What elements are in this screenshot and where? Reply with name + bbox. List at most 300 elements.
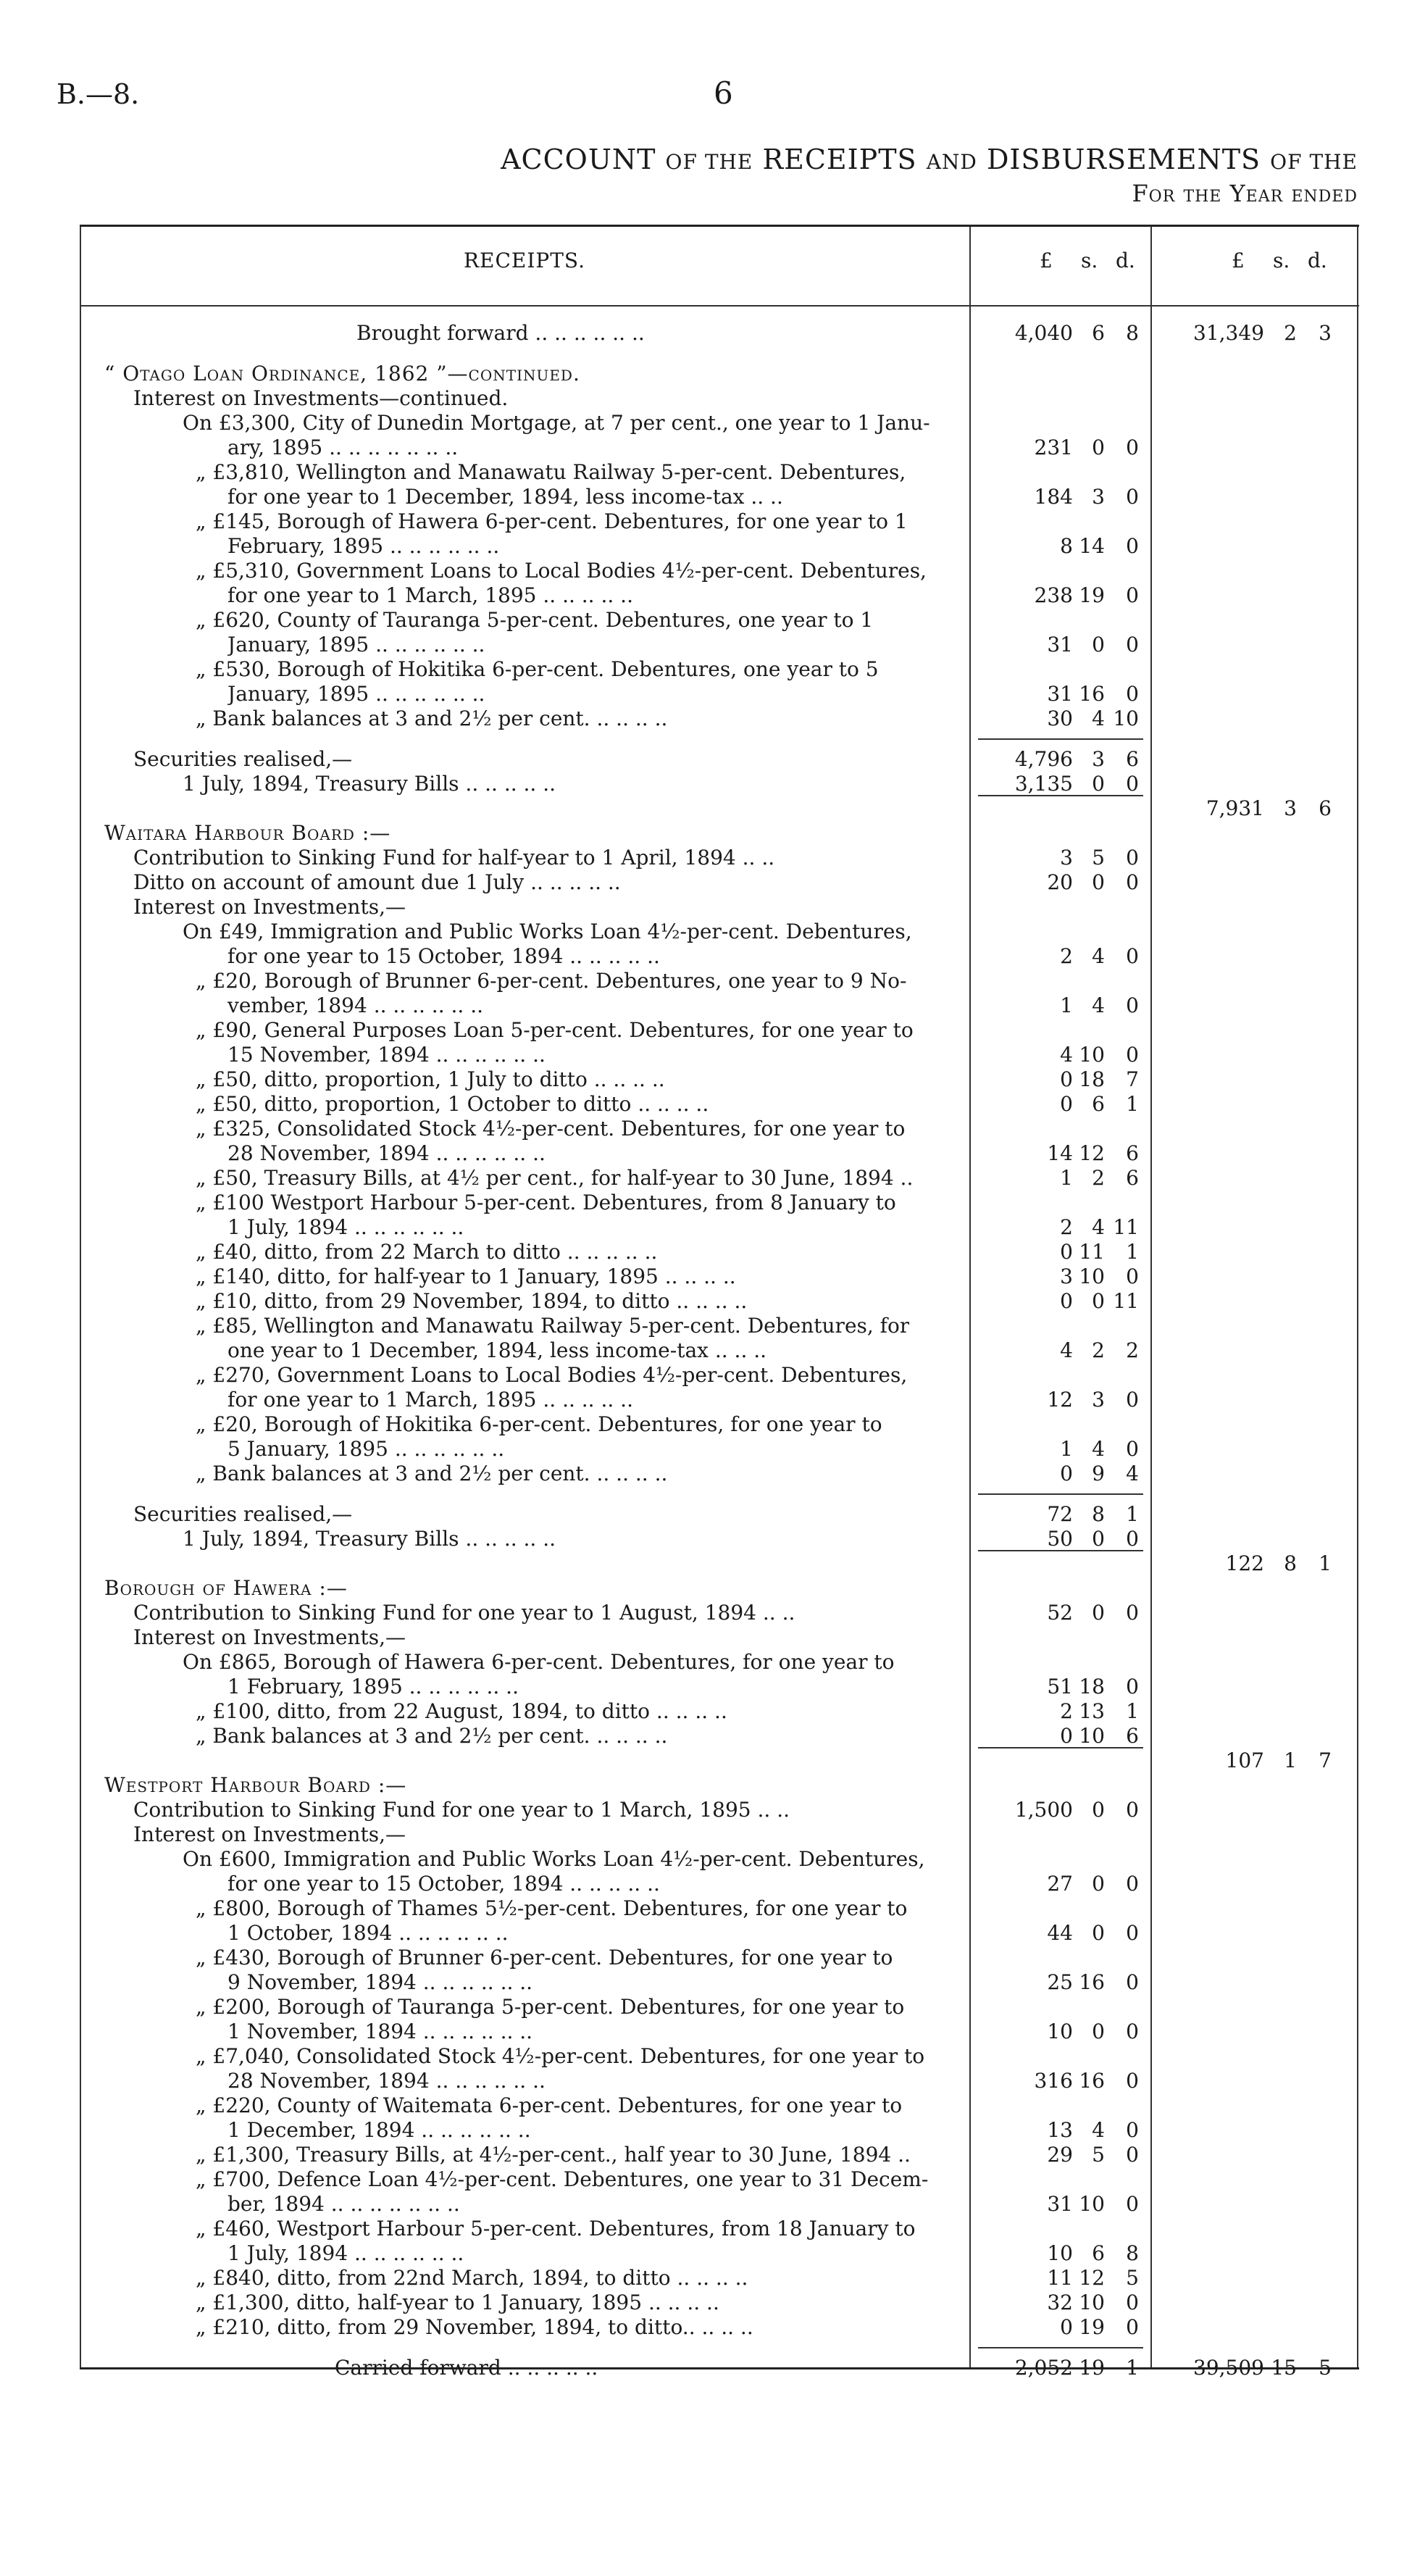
ledger-row <box>80 1363 1359 1388</box>
amount-cell: 8 <box>1126 2241 1139 2265</box>
ledger-row <box>80 386 1359 411</box>
title-part: RECEIPTS <box>762 143 917 175</box>
total-cell: 7,931 <box>1206 796 1264 820</box>
amount-cell: 2 <box>1060 944 1073 968</box>
amount-cell: 10 <box>1047 2241 1073 2265</box>
amount-cell: 4 <box>1092 706 1105 730</box>
ledger-row <box>80 2069 1359 2093</box>
row-label: 1 February, 1895 .. .. .. .. .. .. <box>227 1675 519 1698</box>
row-label: „ £7,040, Consolidated Stock 4½-per-cent. Debentures, for one year to <box>196 2044 925 2068</box>
total-cell: 15 <box>1271 2356 1297 2380</box>
row-label: „ £700, Defence Loan 4½-per-cent. Debentures, one year to 31 Decem- <box>196 2167 929 2191</box>
amount-cell: 1 <box>1126 1502 1139 1526</box>
ledger-row <box>80 1921 1359 1946</box>
report-reference: B.—8. <box>57 78 140 110</box>
amount-cell: 4 <box>1060 1043 1073 1067</box>
amount-cell: 2 <box>1060 1215 1073 1239</box>
ledger-row <box>80 1117 1359 1141</box>
row-label: 5 January, 1895 .. .. .. .. .. .. <box>227 1437 505 1461</box>
amount-cell: 0 <box>1126 1437 1139 1461</box>
row-label: „ £430, Borough of Brunner 6-per-cent. Debentures, for one year to <box>196 1946 893 1969</box>
amount-cell: 4 <box>1126 1462 1139 1485</box>
amount-cell: 19 <box>1079 583 1105 607</box>
amount-cell: 5 <box>1126 2266 1139 2290</box>
amount-cell: 0 <box>1126 870 1139 894</box>
row-label: January, 1895 .. .. .. .. .. .. <box>227 682 485 706</box>
amount-cell: 316 <box>1034 2069 1073 2093</box>
amount-cell: 4 <box>1092 1215 1105 1239</box>
amount-cell: 32 <box>1047 2291 1073 2314</box>
row-spacer <box>80 2340 1359 2356</box>
amount-cell: 0 <box>1126 485 1139 509</box>
row-label: „ £100, ditto, from 22 August, 1894, to ditto .. .. .. .. <box>196 1699 727 1723</box>
amount-cell: 6 <box>1126 747 1139 771</box>
row-label: ary, 1895 .. .. .. .. .. .. .. <box>227 435 459 459</box>
ledger-row <box>80 2019 1359 2044</box>
row-label: Ditto on account of amount due 1 July .. .. .. .. .. <box>133 870 621 894</box>
row-label: for one year to 1 December, 1894, less income-tax .. .. <box>227 485 783 509</box>
ledger-row <box>80 657 1359 682</box>
row-label: Westport Harbour Board :— <box>104 1773 407 1797</box>
amount-cell: 5 <box>1092 2143 1105 2167</box>
shilling-header: s. <box>1273 249 1290 272</box>
ledger-row <box>80 1675 1359 1699</box>
row-label: On £600, Immigration and Public Works Loan 4½-per-cent. Debentures, <box>183 1847 925 1871</box>
amount-cell: 0 <box>1060 1067 1073 1091</box>
row-label: 1 October, 1894 .. .. .. .. .. .. <box>227 1921 509 1945</box>
amount-cell: 0 <box>1126 1043 1139 1067</box>
row-label: „ £5,310, Government Loans to Local Bodies 4½-per-cent. Debentures, <box>196 559 927 583</box>
row-label: „ £90, General Purposes Loan 5-per-cent. Debentures, for one year to <box>196 1018 914 1042</box>
row-label: Securities realised,— <box>133 1502 353 1526</box>
ledger-row <box>80 796 1359 821</box>
amount-cell: 3 <box>1092 747 1105 771</box>
amount-cell: 0 <box>1126 1872 1139 1896</box>
ledger-row <box>80 2266 1359 2291</box>
ledger-row <box>80 772 1359 796</box>
amount-cell: 10 <box>1079 1724 1105 1748</box>
amount-cell: 8 <box>1060 534 1073 558</box>
title-part: AND <box>926 150 977 174</box>
row-label: Interest on Investments—continued. <box>133 386 509 410</box>
amount-cell: 2,052 <box>1014 2356 1073 2380</box>
pound-header: £ <box>1040 249 1053 272</box>
amount-cell: 0 <box>1126 2192 1139 2216</box>
total-cell: 31,349 <box>1193 321 1264 345</box>
ledger-row <box>80 362 1359 386</box>
amount-cell: 3 <box>1092 1388 1105 1412</box>
amount-cell: 3 <box>1060 1264 1073 1288</box>
ledger-row <box>80 1551 1359 1576</box>
amount-cell: 0 <box>1126 772 1139 796</box>
ledger-row <box>80 2044 1359 2069</box>
amount-cell: 0 <box>1126 435 1139 459</box>
page-title <box>501 143 1358 175</box>
ledger-row <box>80 608 1359 633</box>
ledger-row <box>80 1773 1359 1798</box>
ledger-row <box>80 1092 1359 1117</box>
amount-cell: 6 <box>1126 1141 1139 1165</box>
amount-cell: 0 <box>1126 1388 1139 1412</box>
row-label: 1 July, 1894, Treasury Bills .. .. .. .. .. <box>183 772 556 796</box>
amount-cell: 0 <box>1060 1462 1073 1485</box>
amount-cell: 0 <box>1126 2291 1139 2314</box>
ledger-row <box>80 993 1359 1018</box>
row-label: „ £145, Borough of Hawera 6-per-cent. Debentures, for one year to 1 <box>196 509 908 533</box>
row-label: for one year to 15 October, 1894 .. .. .. .. .. <box>227 1872 660 1896</box>
amount-cell: 18 <box>1079 1067 1105 1091</box>
ledger-row <box>80 1798 1359 1822</box>
ledger-row <box>80 870 1359 895</box>
ledger-row <box>80 583 1359 608</box>
amount-cell: 3,135 <box>1014 772 1073 796</box>
title-part: DISBURSEMENTS <box>986 143 1261 175</box>
ledger-row <box>80 1699 1359 1724</box>
amount-cell: 8 <box>1092 1502 1105 1526</box>
ledger-row <box>80 1437 1359 1462</box>
row-label: Interest on Investments,— <box>133 1822 406 1846</box>
amount-cell: 29 <box>1047 2143 1073 2167</box>
row-label: 1 July, 1894, Treasury Bills .. .. .. .. .. <box>183 1527 556 1551</box>
pence-header: d. <box>1308 249 1327 272</box>
ledger-row <box>80 1946 1359 1970</box>
ledger-row <box>80 2118 1359 2143</box>
amount-cell: 30 <box>1047 706 1073 730</box>
amount-cell: 6 <box>1092 1092 1105 1116</box>
ledger-row <box>80 509 1359 534</box>
ledger-row <box>80 2356 1359 2380</box>
ledger-row <box>80 1748 1359 1773</box>
row-label: „ £1,300, ditto, half-year to 1 January, 1895 .. .. .. .. <box>196 2291 719 2314</box>
ledger-row <box>80 706 1359 731</box>
subtotal-rule <box>978 2347 1143 2348</box>
row-label: „ £20, Borough of Brunner 6-per-cent. Debentures, one year to 9 No- <box>196 969 907 993</box>
title-part: OF THE <box>1270 150 1358 174</box>
row-label: „ £3,810, Wellington and Manawatu Railway 5-per-cent. Debentures, <box>196 460 906 484</box>
amount-cell: 10 <box>1079 2291 1105 2314</box>
row-label: 1 July, 1894 .. .. .. .. .. .. <box>227 1215 464 1239</box>
amount-cell: 50 <box>1047 1527 1073 1551</box>
ledger-row <box>80 1527 1359 1551</box>
ledger-row <box>80 1338 1359 1363</box>
pence-header: d. <box>1116 249 1135 272</box>
amount-cell: 0 <box>1092 1601 1105 1625</box>
ledger-row <box>80 321 1359 346</box>
amount-cell: 10 <box>1079 1043 1105 1067</box>
row-label: Carried forward .. .. .. .. .. <box>335 2356 598 2380</box>
row-label: 1 July, 1894 .. .. .. .. .. .. <box>227 2241 464 2265</box>
receipts-column-header: RECEIPTS. <box>463 249 586 272</box>
amount-cell: 10 <box>1079 2192 1105 2216</box>
subtotal-rule <box>978 1493 1143 1495</box>
amount-cell: 0 <box>1092 772 1105 796</box>
ledger-row <box>80 1412 1359 1437</box>
row-label: 28 November, 1894 .. .. .. .. .. .. <box>227 1141 546 1165</box>
amount-cell: 0 <box>1126 1921 1139 1945</box>
amount-cell: 31 <box>1047 633 1073 656</box>
ledger-row <box>80 1502 1359 1527</box>
amount-cell: 231 <box>1034 435 1073 459</box>
amount-cell: 0 <box>1126 534 1139 558</box>
amount-cell: 4 <box>1092 1437 1105 1461</box>
row-label: On £865, Borough of Hawera 6-per-cent. Debentures, for one year to <box>183 1650 895 1674</box>
amount-cell: 4 <box>1092 993 1105 1017</box>
row-label: Borough of Hawera :— <box>104 1576 348 1600</box>
page-subtitle: For the Year ended <box>1132 180 1358 207</box>
row-label: 15 November, 1894 .. .. .. .. .. .. <box>227 1043 546 1067</box>
total-cell: 1 <box>1284 1748 1297 1772</box>
amount-cell: 4 <box>1092 944 1105 968</box>
ledger-row <box>80 1215 1359 1240</box>
row-label: „ £200, Borough of Tauranga 5-per-cent. Debentures, for one year to <box>196 1995 905 2019</box>
amount-cell: 184 <box>1034 485 1073 509</box>
amount-cell: 13 <box>1047 2118 1073 2142</box>
row-label: Waitara Harbour Board :— <box>104 821 391 845</box>
amount-cell: 4 <box>1092 2118 1105 2142</box>
amount-cell: 0 <box>1126 1601 1139 1625</box>
row-spacer <box>80 346 1359 362</box>
row-label: Contribution to Sinking Fund for half-year to 1 April, 1894 .. .. <box>133 846 775 870</box>
ledger-row <box>80 460 1359 485</box>
amount-cell: 72 <box>1047 1502 1073 1526</box>
ledger-row <box>80 1240 1359 1264</box>
amount-cell: 1 <box>1126 1092 1139 1116</box>
amount-cell: 0 <box>1092 1872 1105 1896</box>
amount-cell: 1 <box>1060 1437 1073 1461</box>
total-cell: 2 <box>1284 321 1297 345</box>
amount-cell: 238 <box>1034 583 1073 607</box>
amount-cell: 6 <box>1126 1166 1139 1190</box>
ledger-row <box>80 1601 1359 1625</box>
amount-cell: 12 <box>1079 2266 1105 2290</box>
amount-cell: 0 <box>1092 435 1105 459</box>
row-label: „ £100 Westport Harbour 5-per-cent. Debentures, from 8 January to <box>196 1191 896 1214</box>
ledger-row <box>80 559 1359 583</box>
ledger-row <box>80 944 1359 969</box>
amount-cell: 3 <box>1092 485 1105 509</box>
row-label: „ £10, ditto, from 29 November, 1894, to ditto .. .. .. .. <box>196 1289 748 1313</box>
amount-cell: 0 <box>1092 870 1105 894</box>
amount-cell: 0 <box>1126 2069 1139 2093</box>
amount-cell: 2 <box>1126 1338 1139 1362</box>
amount-cell: 0 <box>1060 1289 1073 1313</box>
ledger-row <box>80 1872 1359 1896</box>
total-cell: 8 <box>1284 1551 1297 1575</box>
amount-cell: 8 <box>1126 321 1139 345</box>
row-label: „ £270, Government Loans to Local Bodies 4½-per-cent. Debentures, <box>196 1363 908 1387</box>
row-label: „ £530, Borough of Hokitika 6-per-cent. Debentures, one year to 5 <box>196 657 879 681</box>
title-part: OF THE <box>665 150 753 174</box>
row-label: On £49, Immigration and Public Works Loan 4½-per-cent. Debentures, <box>183 920 912 943</box>
subtotal-rule <box>978 738 1143 740</box>
amount-cell: 10 <box>1079 1264 1105 1288</box>
amount-cell: 0 <box>1092 1289 1105 1313</box>
amount-cell: 2 <box>1060 1699 1073 1723</box>
ledger-row <box>80 1067 1359 1092</box>
total-cell: 3 <box>1319 321 1332 345</box>
amount-cell: 4 <box>1060 1338 1073 1362</box>
row-spacer <box>80 731 1359 747</box>
row-label: one year to 1 December, 1894, less income-tax .. .. .. <box>227 1338 767 1362</box>
amount-cell: 19 <box>1079 2356 1105 2380</box>
amount-cell: 0 <box>1126 993 1139 1017</box>
total-cell: 7 <box>1319 1748 1332 1772</box>
amount-cell: 0 <box>1126 2019 1139 2043</box>
total-cell: 39,509 <box>1193 2356 1264 2380</box>
ledger-row <box>80 682 1359 706</box>
amount-cell: 0 <box>1060 1240 1073 1264</box>
row-label: „ £50, ditto, proportion, 1 October to ditto .. .. .. .. <box>196 1092 709 1116</box>
row-label: „ £620, County of Tauranga 5-per-cent. Debentures, one year to 1 <box>196 608 874 632</box>
row-label: On £3,300, City of Dunedin Mortgage, at 7 per cent., one year to 1 Janu- <box>183 411 930 435</box>
amount-cell: 27 <box>1047 1872 1073 1896</box>
shilling-header: s. <box>1081 249 1098 272</box>
row-label: 9 November, 1894 .. .. .. .. .. .. <box>227 1970 533 1994</box>
ledger-row <box>80 1264 1359 1289</box>
ledger-row <box>80 2143 1359 2167</box>
ledger-row <box>80 2167 1359 2192</box>
subtotal-rule <box>978 795 1143 796</box>
row-label: for one year to 1 March, 1895 .. .. .. .. .. <box>227 583 633 607</box>
amount-cell: 44 <box>1047 1921 1073 1945</box>
amount-cell: 1 <box>1126 1699 1139 1723</box>
amount-cell: 10 <box>1113 706 1139 730</box>
ledger-row <box>80 747 1359 772</box>
ledger-row <box>80 1970 1359 1995</box>
amount-cell: 1 <box>1060 993 1073 1017</box>
amount-cell: 51 <box>1047 1675 1073 1698</box>
ledger-row <box>80 1141 1359 1166</box>
amount-cell: 11 <box>1113 1289 1139 1313</box>
amount-cell: 0 <box>1092 1798 1105 1822</box>
title-part: ACCOUNT <box>501 143 656 175</box>
amount-cell: 0 <box>1092 1921 1105 1945</box>
row-spacer <box>80 1486 1359 1502</box>
ledger-row <box>80 2217 1359 2241</box>
ledger-row <box>80 1191 1359 1215</box>
amount-cell: 14 <box>1079 534 1105 558</box>
amount-cell: 0 <box>1126 2143 1139 2167</box>
amount-cell: 0 <box>1126 2315 1139 2339</box>
amount-cell: 0 <box>1092 2019 1105 2043</box>
row-label: „ £50, Treasury Bills, at 4½ per cent., for half-year to 30 June, 1894 .. <box>196 1166 914 1190</box>
row-label: „ £20, Borough of Hokitika 6-per-cent. Debentures, for one year to <box>196 1412 882 1436</box>
total-cell: 1 <box>1319 1551 1332 1575</box>
row-label: for one year to 15 October, 1894 .. .. .. .. .. <box>227 944 660 968</box>
amount-cell: 0 <box>1060 1092 1073 1116</box>
amount-cell: 0 <box>1126 1798 1139 1822</box>
amount-cell: 13 <box>1079 1699 1105 1723</box>
amount-cell: 0 <box>1126 1675 1139 1698</box>
row-label: vember, 1894 .. .. .. .. .. .. <box>227 993 484 1017</box>
amount-cell: 0 <box>1126 682 1139 706</box>
total-cell: 3 <box>1284 796 1297 820</box>
ledger-row <box>80 2093 1359 2118</box>
ledger-row <box>80 1043 1359 1067</box>
total-cell: 122 <box>1225 1551 1264 1575</box>
amount-cell: 6 <box>1126 1724 1139 1748</box>
row-label: Securities realised,— <box>133 747 353 771</box>
subtotal-rule <box>978 1747 1143 1748</box>
amount-cell: 3 <box>1060 846 1073 870</box>
ledger-row <box>80 969 1359 993</box>
amount-cell: 1 <box>1126 1240 1139 1264</box>
amount-cell: 0 <box>1060 2315 1073 2339</box>
header-rule <box>80 305 1359 307</box>
amount-cell: 11 <box>1047 2266 1073 2290</box>
row-label: Interest on Investments,— <box>133 895 406 919</box>
ledger-row <box>80 1822 1359 1847</box>
ledger-row <box>80 1995 1359 2019</box>
ledger-row <box>80 1018 1359 1043</box>
row-label: 1 November, 1894 .. .. .. .. .. .. <box>227 2019 533 2043</box>
amount-cell: 16 <box>1079 1970 1105 1994</box>
total-cell: 6 <box>1319 796 1332 820</box>
ledger-row <box>80 895 1359 920</box>
amount-cell: 0 <box>1126 1970 1139 1994</box>
ledger-row <box>80 1625 1359 1650</box>
row-label: „ £220, County of Waitemata 6-per-cent. Debentures, for one year to <box>196 2093 903 2117</box>
ledger-row <box>80 1166 1359 1191</box>
row-label: Brought forward .. .. .. .. .. .. <box>356 321 645 345</box>
total-cell: 107 <box>1225 1748 1264 1772</box>
amount-cell: 20 <box>1047 870 1073 894</box>
ledger-row <box>80 2315 1359 2340</box>
amount-cell: 4,040 <box>1014 321 1073 345</box>
amount-cell: 2 <box>1092 1338 1105 1362</box>
ledger-row <box>80 633 1359 657</box>
amount-cell: 4,796 <box>1014 747 1073 771</box>
row-label: Interest on Investments,— <box>133 1625 406 1649</box>
ledger-row <box>80 1847 1359 1872</box>
amount-cell: 25 <box>1047 1970 1073 1994</box>
ledger-row <box>80 1650 1359 1675</box>
pound-header: £ <box>1232 249 1245 272</box>
ledger-row <box>80 821 1359 846</box>
page-number: 6 <box>714 75 733 111</box>
amount-cell: 0 <box>1092 633 1105 656</box>
amount-cell: 2 <box>1092 1166 1105 1190</box>
amount-cell: 0 <box>1126 1264 1139 1288</box>
amount-cell: 31 <box>1047 2192 1073 2216</box>
amount-cell: 1,500 <box>1014 1798 1073 1822</box>
amount-cell: 0 <box>1126 944 1139 968</box>
ledger-row <box>80 485 1359 509</box>
row-label: „ £140, ditto, for half-year to 1 January, 1895 .. .. .. .. <box>196 1264 736 1288</box>
subtotal-rule <box>978 1550 1143 1551</box>
ledger-row <box>80 1462 1359 1486</box>
amount-cell: 31 <box>1047 682 1073 706</box>
ledger-row <box>80 1314 1359 1338</box>
ledger-row <box>80 1388 1359 1412</box>
row-label: „ Bank balances at 3 and 2½ per cent. .. .. .. .. <box>196 1462 668 1485</box>
amount-cell: 16 <box>1079 2069 1105 2093</box>
ledger-row <box>80 1576 1359 1601</box>
row-label: 28 November, 1894 .. .. .. .. .. .. <box>227 2069 546 2093</box>
ledger-row <box>80 2291 1359 2315</box>
amount-cell: 10 <box>1047 2019 1073 2043</box>
row-label: Contribution to Sinking Fund for one year to 1 March, 1895 .. .. <box>133 1798 790 1822</box>
row-label: 1 December, 1894 .. .. .. .. .. .. <box>227 2118 531 2142</box>
row-label: „ £800, Borough of Thames 5½-per-cent. Debentures, for one year to <box>196 1896 908 1920</box>
row-label: „ Bank balances at 3 and 2½ per cent. .. .. .. .. <box>196 706 668 730</box>
amount-cell: 6 <box>1092 2241 1105 2265</box>
amount-cell: 12 <box>1047 1388 1073 1412</box>
row-label: „ Bank balances at 3 and 2½ per cent. .. .. .. .. <box>196 1724 668 1748</box>
ledger-row <box>80 2241 1359 2266</box>
row-label: „ £210, ditto, from 29 November, 1894, to ditto.. .. .. .. <box>196 2315 753 2339</box>
amount-cell: 9 <box>1092 1462 1105 1485</box>
